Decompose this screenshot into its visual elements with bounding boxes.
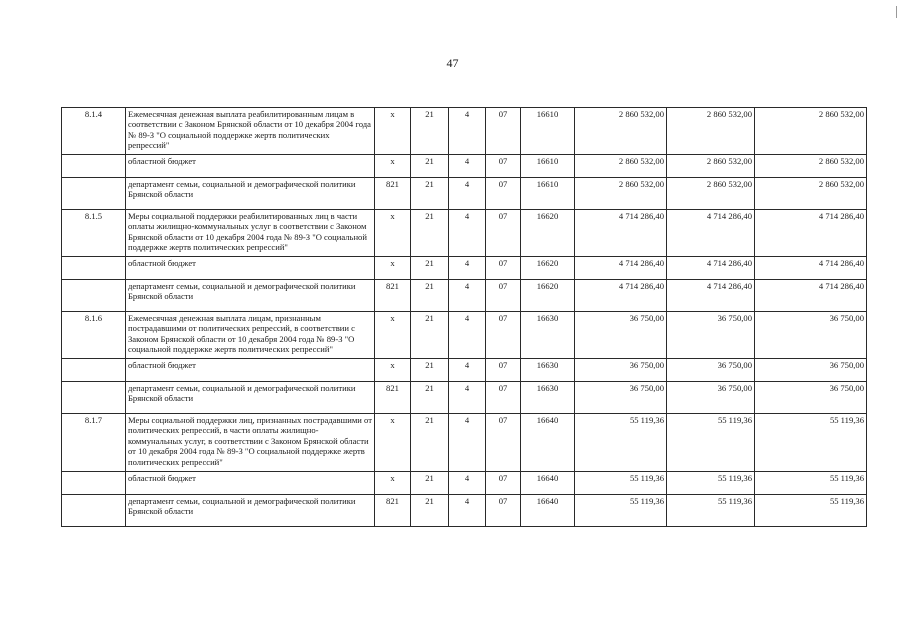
table-row bbox=[62, 178, 867, 210]
cell-subprogram-code: 4 bbox=[449, 495, 486, 527]
table-row bbox=[62, 382, 867, 414]
cell-item-code: 8.1.5 bbox=[62, 210, 126, 257]
cell-section-code: 07 bbox=[486, 382, 521, 414]
cell-direction-code: 16640 bbox=[521, 472, 575, 495]
cell-amount-year-3: 2 860 532,00 bbox=[755, 178, 867, 210]
cell-amount-year-1: 36 750,00 bbox=[575, 312, 667, 359]
cell-section-code: 07 bbox=[486, 210, 521, 257]
cell-subprogram-code: 4 bbox=[449, 178, 486, 210]
cell-amount-year-2: 4 714 286,40 bbox=[667, 257, 755, 280]
cell-subprogram-code: 4 bbox=[449, 312, 486, 359]
cell-measure-name: департамент семьи, социальной и демографической политики Брянской области bbox=[126, 382, 375, 414]
cell-amount-year-3: 4 714 286,40 bbox=[755, 280, 867, 312]
table-row bbox=[62, 257, 867, 280]
cell-program-code: 21 bbox=[411, 178, 449, 210]
cell-item-code: 8.1.7 bbox=[62, 414, 126, 472]
cell-program-code: 21 bbox=[411, 472, 449, 495]
cell-amount-year-2: 2 860 532,00 bbox=[667, 108, 755, 155]
table-row bbox=[62, 312, 867, 359]
cell-amount-year-3: 55 119,36 bbox=[755, 414, 867, 472]
cell-amount-year-2: 4 714 286,40 bbox=[667, 280, 755, 312]
cell-amount-year-3: 36 750,00 bbox=[755, 312, 867, 359]
cell-item-code bbox=[62, 280, 126, 312]
cell-administrator: х bbox=[375, 472, 411, 495]
cell-section-code: 07 bbox=[486, 108, 521, 155]
cell-amount-year-3: 4 714 286,40 bbox=[755, 210, 867, 257]
cell-section-code: 07 bbox=[486, 178, 521, 210]
cell-amount-year-2: 55 119,36 bbox=[667, 495, 755, 527]
cell-amount-year-2: 2 860 532,00 bbox=[667, 155, 755, 178]
cell-subprogram-code: 4 bbox=[449, 280, 486, 312]
cell-administrator: х bbox=[375, 414, 411, 472]
cell-measure-name: Ежемесячная денежная выплата реабилитированным лицам в соответствии с Законом Брянской области от 10 декабря 2004 года № 89-З "О социальной поддержке жертв политических репрессий" bbox=[126, 108, 375, 155]
budget-table-body bbox=[62, 108, 867, 527]
cell-section-code: 07 bbox=[486, 312, 521, 359]
cell-amount-year-2: 36 750,00 bbox=[667, 359, 755, 382]
cell-amount-year-1: 55 119,36 bbox=[575, 472, 667, 495]
cell-subprogram-code: 4 bbox=[449, 359, 486, 382]
cell-section-code: 07 bbox=[486, 155, 521, 178]
budget-table bbox=[61, 107, 867, 527]
table-row bbox=[62, 359, 867, 382]
cell-amount-year-3: 4 714 286,40 bbox=[755, 257, 867, 280]
cell-item-code: 8.1.6 bbox=[62, 312, 126, 359]
cell-item-code: 8.1.4 bbox=[62, 108, 126, 155]
cell-section-code: 07 bbox=[486, 257, 521, 280]
cell-amount-year-1: 55 119,36 bbox=[575, 495, 667, 527]
cell-program-code: 21 bbox=[411, 414, 449, 472]
cell-direction-code: 16630 bbox=[521, 359, 575, 382]
cell-program-code: 21 bbox=[411, 382, 449, 414]
cell-direction-code: 16610 bbox=[521, 108, 575, 155]
cell-section-code: 07 bbox=[486, 414, 521, 472]
cell-administrator: 821 bbox=[375, 280, 411, 312]
cell-item-code bbox=[62, 155, 126, 178]
cell-amount-year-1: 2 860 532,00 bbox=[575, 108, 667, 155]
cell-amount-year-1: 2 860 532,00 bbox=[575, 155, 667, 178]
cell-amount-year-2: 4 714 286,40 bbox=[667, 210, 755, 257]
cell-direction-code: 16610 bbox=[521, 178, 575, 210]
cell-amount-year-2: 36 750,00 bbox=[667, 312, 755, 359]
cell-measure-name: департамент семьи, социальной и демографической политики Брянской области bbox=[126, 495, 375, 527]
cell-amount-year-3: 55 119,36 bbox=[755, 472, 867, 495]
cell-direction-code: 16630 bbox=[521, 382, 575, 414]
cell-direction-code: 16640 bbox=[521, 495, 575, 527]
cell-amount-year-1: 4 714 286,40 bbox=[575, 210, 667, 257]
cell-item-code bbox=[62, 359, 126, 382]
cell-subprogram-code: 4 bbox=[449, 155, 486, 178]
table-row bbox=[62, 155, 867, 178]
cell-amount-year-2: 55 119,36 bbox=[667, 472, 755, 495]
cell-amount-year-1: 55 119,36 bbox=[575, 414, 667, 472]
cell-section-code: 07 bbox=[486, 472, 521, 495]
table-row bbox=[62, 280, 867, 312]
cell-item-code bbox=[62, 257, 126, 280]
cell-amount-year-2: 55 119,36 bbox=[667, 414, 755, 472]
cell-administrator: х bbox=[375, 312, 411, 359]
cell-subprogram-code: 4 bbox=[449, 257, 486, 280]
table-row bbox=[62, 210, 867, 257]
table-row bbox=[62, 495, 867, 527]
cell-amount-year-2: 2 860 532,00 bbox=[667, 178, 755, 210]
cell-administrator: х bbox=[375, 210, 411, 257]
cell-section-code: 07 bbox=[486, 280, 521, 312]
cell-amount-year-1: 4 714 286,40 bbox=[575, 280, 667, 312]
page-number: 47 bbox=[446, 56, 459, 70]
cell-program-code: 21 bbox=[411, 108, 449, 155]
cell-measure-name: Меры социальной поддержки лиц, признанных пострадавшими от политических репрессий, в части оплаты жилищно-коммунальных услуг, в соответствии с Законом Брянской области от 10 декабря 2004 года № 89-З "О социальной поддержке жертв политических репрессий" bbox=[126, 414, 375, 472]
cell-item-code bbox=[62, 495, 126, 527]
cell-administrator: 821 bbox=[375, 382, 411, 414]
cell-administrator: х bbox=[375, 359, 411, 382]
cell-measure-name: департамент семьи, социальной и демографической политики Брянской области bbox=[126, 178, 375, 210]
cell-program-code: 21 bbox=[411, 359, 449, 382]
cell-amount-year-3: 55 119,36 bbox=[755, 495, 867, 527]
cell-amount-year-1: 2 860 532,00 bbox=[575, 178, 667, 210]
cell-measure-name: областной бюджет bbox=[126, 155, 375, 178]
cell-subprogram-code: 4 bbox=[449, 210, 486, 257]
cell-amount-year-3: 2 860 532,00 bbox=[755, 155, 867, 178]
cell-subprogram-code: 4 bbox=[449, 108, 486, 155]
cell-measure-name: Ежемесячная денежная выплата лицам, признанным пострадавшими от политических репрессий, в соответствии с Законом Брянской области от 10 декабря 2004 года № 89-З "О социальной поддержке жертв политических репрессий" bbox=[126, 312, 375, 359]
cell-program-code: 21 bbox=[411, 312, 449, 359]
cell-measure-name: областной бюджет bbox=[126, 257, 375, 280]
cell-program-code: 21 bbox=[411, 210, 449, 257]
table-row bbox=[62, 472, 867, 495]
table-row bbox=[62, 414, 867, 472]
cell-item-code bbox=[62, 472, 126, 495]
cell-administrator: х bbox=[375, 155, 411, 178]
cell-program-code: 21 bbox=[411, 257, 449, 280]
cell-administrator: 821 bbox=[375, 178, 411, 210]
cell-amount-year-3: 36 750,00 bbox=[755, 382, 867, 414]
cell-program-code: 21 bbox=[411, 155, 449, 178]
table-row bbox=[62, 108, 867, 155]
cell-item-code bbox=[62, 382, 126, 414]
cell-measure-name: областной бюджет bbox=[126, 472, 375, 495]
cell-direction-code: 16620 bbox=[521, 280, 575, 312]
cell-section-code: 07 bbox=[486, 495, 521, 527]
cell-measure-name: департамент семьи, социальной и демографической политики Брянской области bbox=[126, 280, 375, 312]
cell-subprogram-code: 4 bbox=[449, 382, 486, 414]
cell-direction-code: 16620 bbox=[521, 210, 575, 257]
cell-administrator: х bbox=[375, 257, 411, 280]
cell-amount-year-1: 36 750,00 bbox=[575, 382, 667, 414]
cell-administrator: 821 bbox=[375, 495, 411, 527]
cell-amount-year-1: 36 750,00 bbox=[575, 359, 667, 382]
cell-item-code bbox=[62, 178, 126, 210]
cell-direction-code: 16610 bbox=[521, 155, 575, 178]
cell-measure-name: областной бюджет bbox=[126, 359, 375, 382]
cell-measure-name: Меры социальной поддержки реабилитированных лиц в части оплаты жилищно-коммунальных услуг в соответствии с Законом Брянской области от 10 декабря 2004 года № 89-З "О социальной поддержке жертв политических репрессий" bbox=[126, 210, 375, 257]
cell-amount-year-2: 36 750,00 bbox=[667, 382, 755, 414]
cell-amount-year-3: 36 750,00 bbox=[755, 359, 867, 382]
cell-amount-year-1: 4 714 286,40 bbox=[575, 257, 667, 280]
cell-subprogram-code: 4 bbox=[449, 472, 486, 495]
cell-direction-code: 16630 bbox=[521, 312, 575, 359]
cell-direction-code: 16620 bbox=[521, 257, 575, 280]
scan-edge-mark bbox=[896, 6, 897, 18]
cell-amount-year-3: 2 860 532,00 bbox=[755, 108, 867, 155]
cell-program-code: 21 bbox=[411, 280, 449, 312]
cell-direction-code: 16640 bbox=[521, 414, 575, 472]
cell-section-code: 07 bbox=[486, 359, 521, 382]
cell-administrator: х bbox=[375, 108, 411, 155]
cell-program-code: 21 bbox=[411, 495, 449, 527]
cell-subprogram-code: 4 bbox=[449, 414, 486, 472]
